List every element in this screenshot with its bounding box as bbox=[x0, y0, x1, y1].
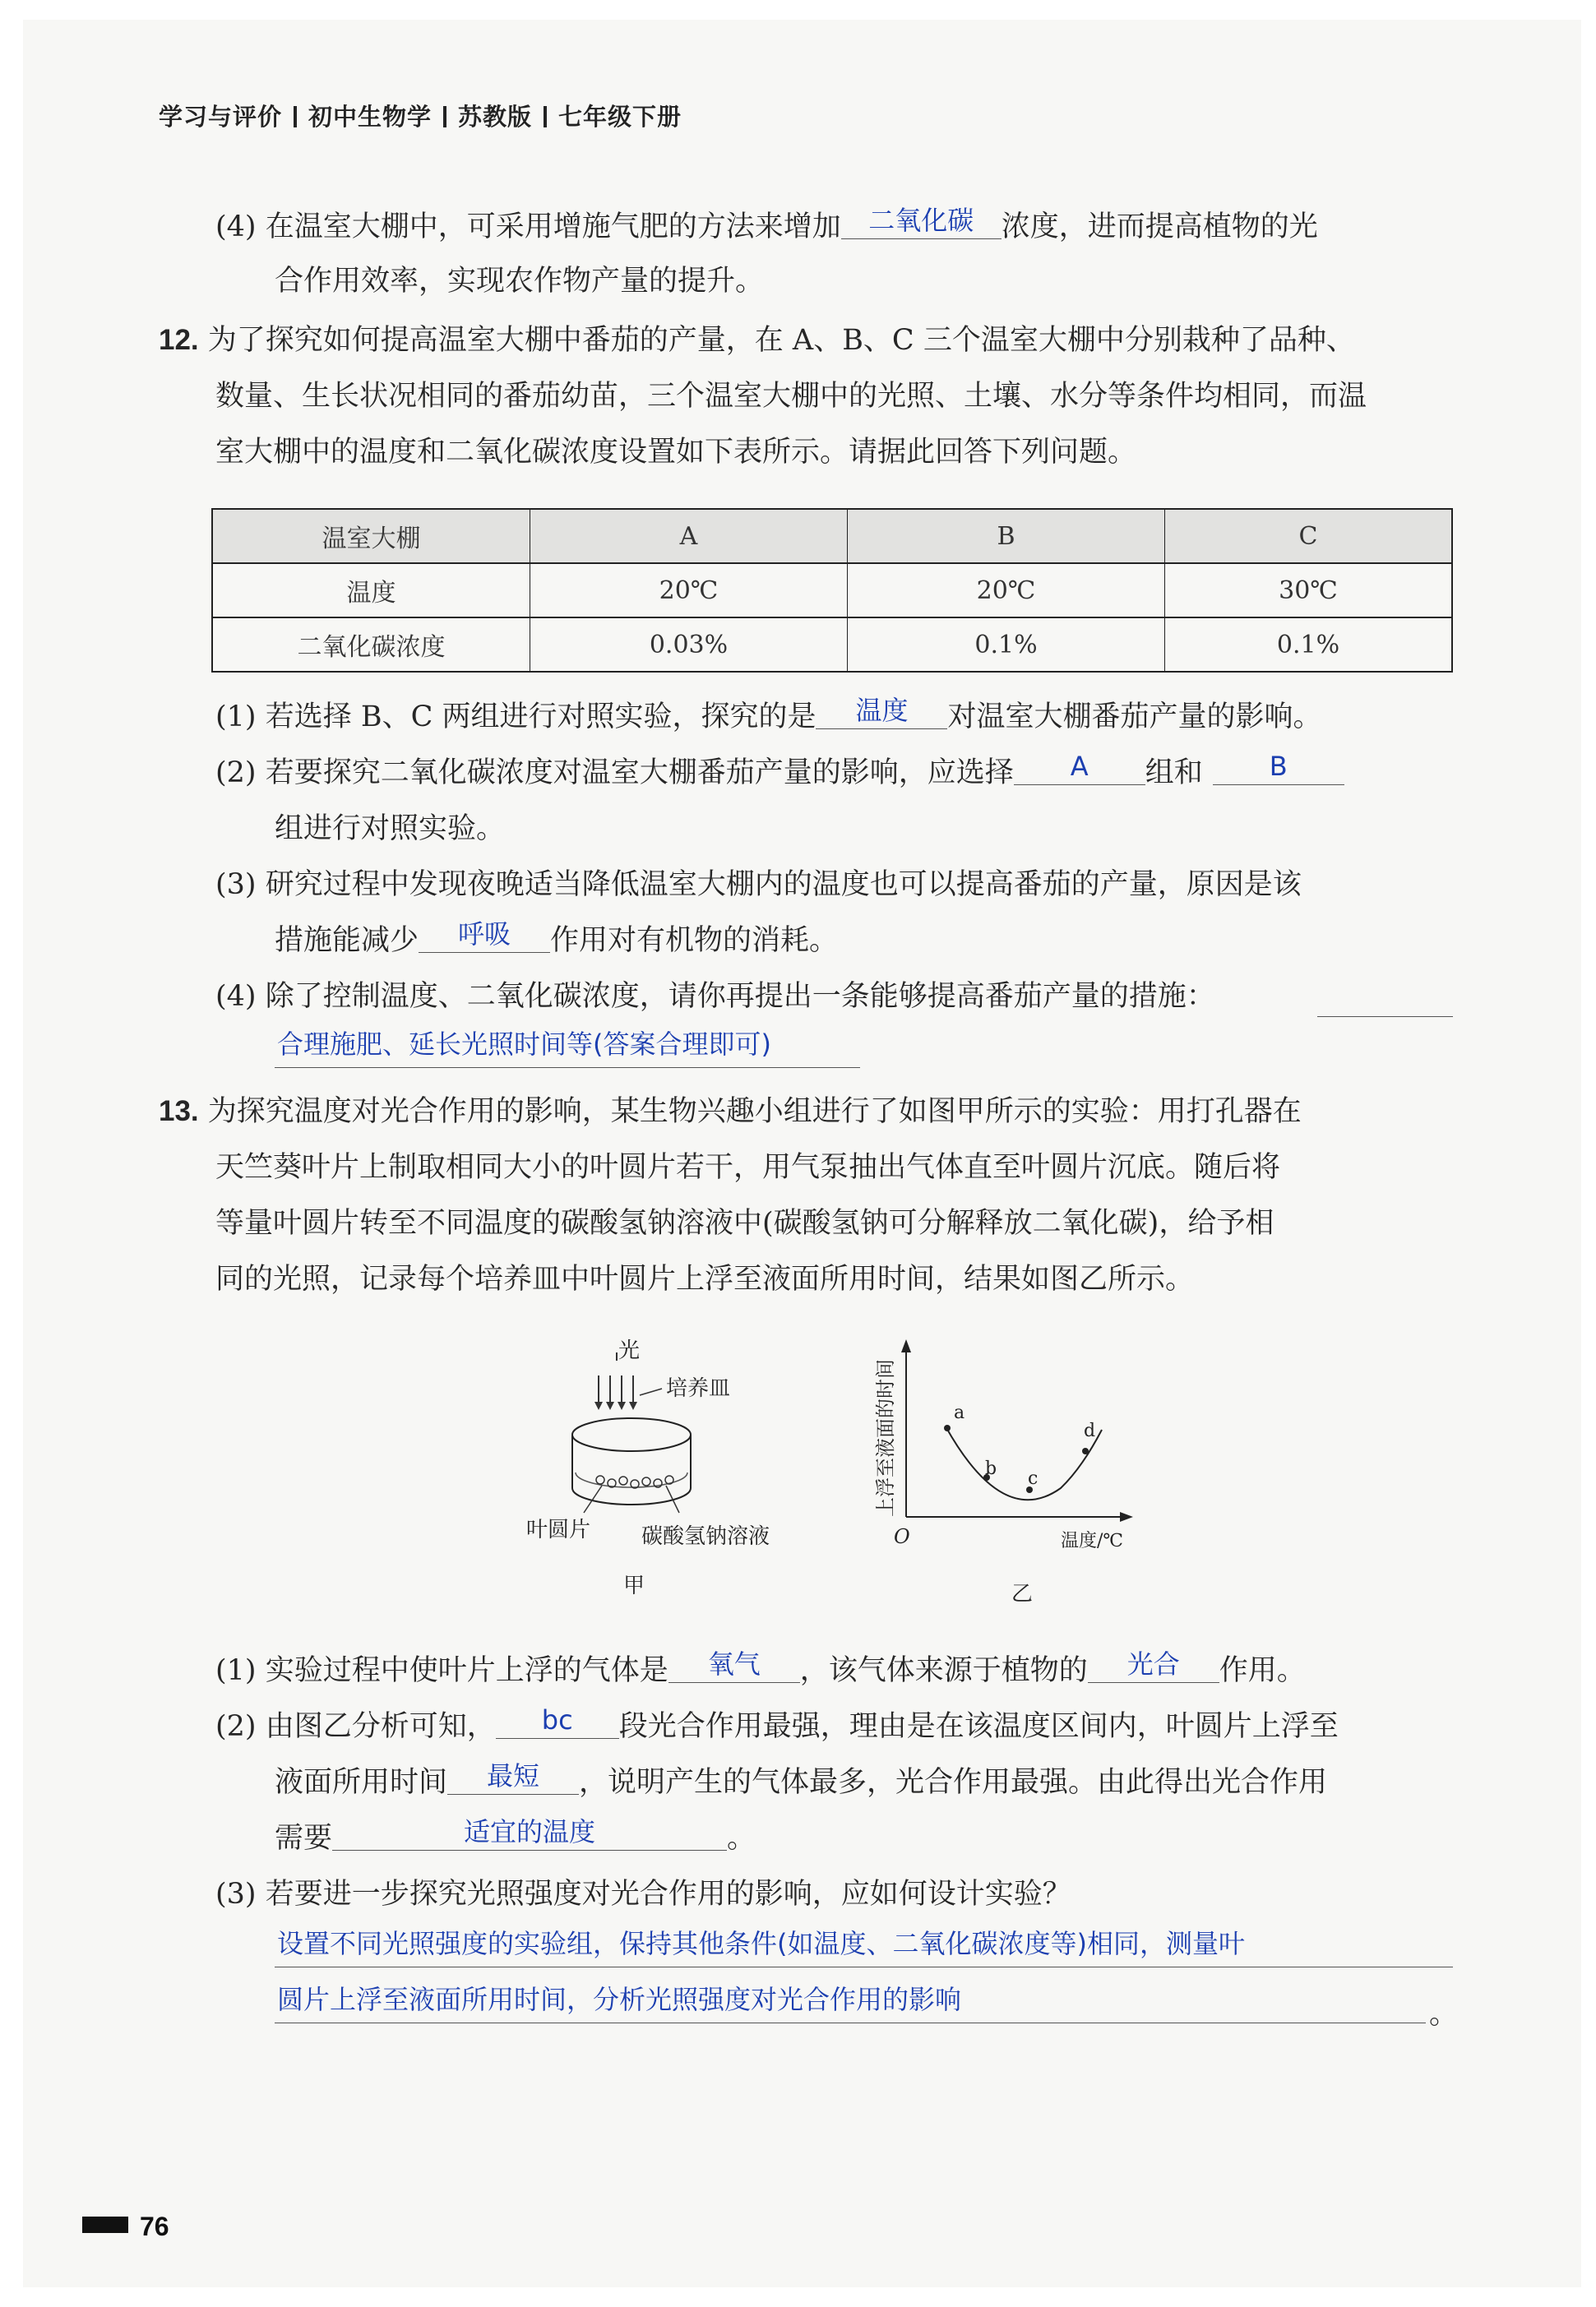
handwritten-answer: B bbox=[1269, 751, 1288, 782]
question-text: 若选择 B、C 两组进行对照实验，探究的是 bbox=[265, 700, 817, 733]
answer-blank[interactable] bbox=[1088, 1648, 1219, 1683]
table-cell: 0.1% bbox=[1165, 617, 1453, 672]
q11-4-line2 bbox=[275, 263, 764, 299]
table-cell: 0.1% bbox=[848, 617, 1165, 672]
q12-line2 bbox=[215, 378, 1367, 414]
label-b: b bbox=[985, 1459, 997, 1479]
answer-blank[interactable] bbox=[841, 205, 1002, 239]
point-d bbox=[1082, 1448, 1089, 1454]
q12-2-line1 bbox=[215, 751, 1344, 791]
question-text: ，说明产生的气体最多，光合作用最强。由此得出光合作用 bbox=[579, 1766, 1328, 1799]
q12-line3 bbox=[215, 434, 1136, 470]
arrow-heads bbox=[594, 1402, 637, 1410]
label-a: a bbox=[954, 1403, 965, 1423]
handwritten-answer: 光合 bbox=[1126, 1648, 1180, 1680]
header-separator bbox=[294, 106, 297, 127]
x-axis-label: 温度/℃ bbox=[1061, 1531, 1124, 1551]
table-cell: 20℃ bbox=[530, 563, 848, 617]
dish-label: 培养皿 bbox=[666, 1376, 731, 1401]
subq-number: (2) bbox=[215, 756, 257, 789]
question-text: 研究过程中发现夜晚适当降低温室大棚内的温度也可以提高番茄的产量，原因是该 bbox=[265, 868, 1302, 901]
handwritten-answer: 温度 bbox=[855, 695, 909, 726]
q13-2-line1 bbox=[215, 1704, 1339, 1745]
question-text: 。 bbox=[1429, 1998, 1459, 2031]
table-row bbox=[212, 617, 1452, 672]
subq-number: (1) bbox=[215, 1654, 257, 1687]
leaf-disc-label: 叶圆片 bbox=[526, 1518, 591, 1542]
caption-yi: 乙 bbox=[1011, 1582, 1034, 1607]
light-label: 光 bbox=[618, 1338, 641, 1363]
question-text: 浓度，进而提高植物的光 bbox=[1001, 210, 1318, 243]
q12-4-line1 bbox=[215, 978, 1215, 1015]
handwritten-answer: 氧气 bbox=[707, 1648, 761, 1680]
table-cell: 0.03% bbox=[530, 617, 848, 672]
question-text: 天竺葵叶片上制取相同大小的叶圆片若干，用气泵抽出气体直至叶圆片沉底。随后将 bbox=[215, 1151, 1281, 1184]
handwritten-answer: bc bbox=[541, 1704, 573, 1736]
header-subject: 初中生物学 bbox=[308, 103, 433, 131]
q12-1-line bbox=[215, 695, 1322, 735]
handwritten-answer: 圆片上浮至液面所用时间，分析光照强度对光合作用的影响 bbox=[277, 1984, 962, 2015]
answer-blank[interactable] bbox=[668, 1648, 800, 1683]
table-cell: 20℃ bbox=[848, 563, 1165, 617]
q12-2-line2 bbox=[275, 811, 505, 847]
question-text: 组进行对照实验。 bbox=[275, 812, 506, 845]
q13-1-line bbox=[215, 1648, 1306, 1689]
light-arrows bbox=[599, 1375, 633, 1403]
question-text: 作用。 bbox=[1219, 1654, 1306, 1687]
page-number-text: 76 bbox=[140, 2212, 169, 2241]
greenhouse-table bbox=[211, 508, 1453, 673]
answer-blank[interactable] bbox=[332, 1816, 727, 1851]
caption-jia: 甲 bbox=[623, 1574, 645, 1598]
answer-blank[interactable] bbox=[1014, 751, 1145, 785]
handwritten-answer: 设置不同光照强度的实验组，保持其他条件(如温度、二氧化碳浓度等)相同，测量叶 bbox=[277, 1928, 1245, 1959]
q12-3-line2 bbox=[275, 918, 839, 959]
q13-3-line1 bbox=[215, 1876, 1071, 1912]
q13-line4 bbox=[215, 1261, 1194, 1297]
question-text: 同的光照，记录每个培养皿中叶圆片上浮至液面所用时间，结果如图乙所示。 bbox=[215, 1263, 1195, 1296]
table-header-cell: A bbox=[530, 509, 848, 563]
handwritten-answer: 合理施肥、延长光照时间等(答案合理即可) bbox=[277, 1029, 771, 1060]
question-text: 措施能减少 bbox=[275, 924, 419, 957]
solution-label: 碳酸氢钠溶液 bbox=[641, 1524, 770, 1549]
answer-blank[interactable] bbox=[1213, 751, 1344, 785]
question-text: ，该气体来源于植物的 bbox=[799, 1654, 1088, 1687]
point-a bbox=[944, 1425, 951, 1431]
header-edition: 苏教版 bbox=[458, 103, 533, 131]
handwritten-answer: 适宜的温度 bbox=[464, 1816, 596, 1847]
question-text: 为了探究如何提高温室大棚中番茄的产量，在 A、B、C 三个温室大棚中分别栽种了品种、 bbox=[207, 324, 1355, 357]
q12-line1 bbox=[159, 322, 1355, 358]
handwritten-answer: A bbox=[1070, 751, 1089, 782]
q13-2-line3 bbox=[275, 1816, 756, 1856]
subq-number: (2) bbox=[215, 1710, 257, 1743]
question-text: 组和 bbox=[1145, 756, 1203, 789]
handwritten-answer: 二氧化碳 bbox=[868, 205, 974, 236]
answer-blank[interactable] bbox=[816, 695, 947, 729]
subq-number: (3) bbox=[215, 868, 257, 901]
header-book: 学习与评价 bbox=[159, 103, 283, 131]
question-text: 除了控制温度、二氧化碳浓度，请你再提出一条能够提高番茄产量的措施： bbox=[265, 980, 1215, 1013]
subq-number: (3) bbox=[215, 1878, 257, 1911]
header-separator bbox=[443, 106, 446, 127]
question-text: 段光合作用最强，理由是在该温度区间内，叶圆片上浮至 bbox=[618, 1710, 1339, 1743]
question-text: 若要进一步探究光照强度对光合作用的影响，应如何设计实验？ bbox=[265, 1878, 1071, 1911]
table-header-row bbox=[212, 509, 1452, 563]
table-header-cell: B bbox=[848, 509, 1165, 563]
answer-blank[interactable] bbox=[447, 1760, 579, 1795]
answer-blank[interactable] bbox=[496, 1704, 619, 1739]
question-text: 室大棚中的温度和二氧化碳浓度设置如下表所示。请据此回答下列问题。 bbox=[215, 436, 1137, 469]
table-cell: 二氧化碳浓度 bbox=[212, 617, 530, 672]
label-d: d bbox=[1084, 1421, 1096, 1441]
handwritten-answer: 呼吸 bbox=[458, 918, 511, 950]
question-text: 为探究温度对光合作用的影响，某生物兴趣小组进行了如图甲所示的实验：用打孔器在 bbox=[207, 1095, 1302, 1128]
table-cell: 温度 bbox=[212, 563, 530, 617]
y-axis-label: 上浮至液面的时间 bbox=[874, 1359, 897, 1517]
question-text: 在温室大棚中，可采用增施气肥的方法来增加 bbox=[265, 210, 841, 243]
experiment-figure bbox=[526, 1328, 1151, 1607]
header-grade: 七年级下册 bbox=[558, 103, 682, 131]
answer-blank[interactable] bbox=[419, 918, 550, 953]
figure-yi-graph bbox=[874, 1339, 1133, 1607]
question-text: 等量叶圆片转至不同温度的碳酸氢钠溶液中(碳酸氢钠可分解释放二氧化碳)，给予相 bbox=[215, 1207, 1274, 1240]
table-cell: 30℃ bbox=[1165, 563, 1453, 617]
question-number: 12. bbox=[159, 324, 199, 356]
table-header-cell: 温室大棚 bbox=[212, 509, 530, 563]
subq-number: (4) bbox=[215, 210, 257, 243]
table-row bbox=[212, 563, 1452, 617]
figure-jia-apparatus bbox=[526, 1338, 770, 1598]
time-curve bbox=[946, 1426, 1102, 1500]
dish-pointer bbox=[640, 1389, 662, 1395]
question-text: 若要探究二氧化碳浓度对温室大棚番茄产量的影响，应选择 bbox=[265, 756, 1014, 789]
header-separator bbox=[544, 106, 547, 127]
question-text: 作用对有机物的消耗。 bbox=[550, 924, 839, 957]
page-marker bbox=[82, 2217, 128, 2233]
q13-line2 bbox=[215, 1149, 1280, 1186]
question-number: 13. bbox=[159, 1095, 199, 1127]
running-header bbox=[159, 99, 682, 132]
q13-line1 bbox=[159, 1093, 1302, 1130]
question-text: 对温室大棚番茄产量的影响。 bbox=[947, 700, 1322, 733]
question-text: 液面所用时间 bbox=[275, 1766, 448, 1799]
question-text: 实验过程中使叶片上浮的气体是 bbox=[265, 1654, 668, 1687]
answer-line[interactable] bbox=[275, 1067, 860, 1068]
question-text: 由图乙分析可知， bbox=[265, 1710, 496, 1743]
answer-line bbox=[1317, 1016, 1453, 1017]
q13-line3 bbox=[215, 1205, 1274, 1241]
q13-2-line2 bbox=[275, 1760, 1328, 1801]
question-text: 合作用效率，实现农作物产量的提升。 bbox=[275, 265, 765, 298]
question-text: 需要 bbox=[275, 1822, 333, 1855]
subq-number: (1) bbox=[215, 700, 257, 733]
table-header-cell: C bbox=[1165, 509, 1453, 563]
q11-4-line1 bbox=[215, 205, 1318, 245]
origin-label: O bbox=[894, 1525, 910, 1548]
page-number bbox=[82, 2212, 169, 2242]
question-text: 。 bbox=[727, 1822, 756, 1855]
handwritten-answer: 最短 bbox=[487, 1760, 540, 1792]
question-text: 数量、生长状况相同的番茄幼苗，三个温室大棚中的光照、土壤、水分等条件均相同，而温 bbox=[215, 380, 1367, 413]
dish-rim bbox=[572, 1418, 691, 1451]
label-c: c bbox=[1028, 1468, 1039, 1489]
subq-number: (4) bbox=[215, 980, 257, 1013]
q12-3-line1 bbox=[215, 867, 1302, 903]
